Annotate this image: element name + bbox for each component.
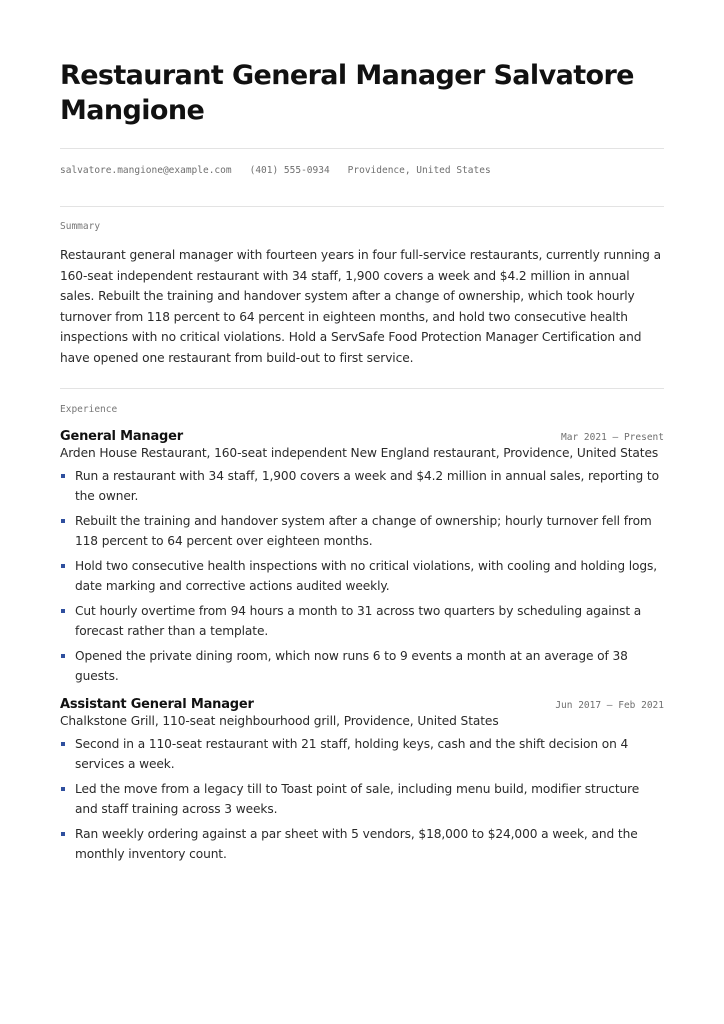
job-organization: Arden House Restaurant, 160-seat independent New England restaurant, Providence, United States	[60, 446, 659, 460]
page-title: Restaurant General Manager Salvatore Mangione	[60, 60, 634, 126]
job-bullets	[60, 466, 664, 686]
job-entry	[60, 697, 664, 864]
bullet-text: Cut hourly overtime from 94 hours a month to 31 across two quarters by scheduling against a forecast rather than a template.	[75, 604, 642, 638]
job-organization: Chalkstone Grill, 110-seat neighbourhood grill, Providence, United States	[60, 714, 499, 728]
job-dates: Mar 2021 – Present	[561, 432, 664, 443]
job-title: General Manager	[60, 429, 183, 444]
contact-phone[interactable]: (401) 555-0934	[249, 165, 330, 176]
bullet-icon	[61, 519, 65, 523]
bullet-text: Hold two consecutive health inspections with no critical violations, with cooling and holding logs, date marking and corrective actions audited weekly.	[75, 559, 658, 593]
experience-section	[60, 404, 664, 864]
bullet-icon	[61, 742, 65, 746]
bullet-icon	[61, 787, 65, 791]
summary-heading: Summary	[60, 221, 101, 232]
list-item	[60, 779, 664, 819]
header-divider	[60, 148, 664, 149]
bullet-icon	[61, 609, 65, 613]
bullet-icon	[61, 564, 65, 568]
contact-divider	[60, 206, 664, 207]
job-header	[60, 697, 664, 712]
list-item	[60, 511, 664, 551]
job-header	[60, 429, 664, 444]
job-dates: Jun 2017 – Feb 2021	[555, 700, 664, 711]
bullet-text: Run a restaurant with 34 staff, 1,900 covers a week and $4.2 million in annual sales, reporting to the owner.	[75, 469, 659, 503]
bullet-text: Opened the private dining room, which now runs 6 to 9 events a month at an average of 38 guests.	[75, 649, 628, 683]
list-item	[60, 734, 664, 774]
list-item	[60, 824, 664, 864]
bullet-text: Rebuilt the training and handover system after a change of ownership; hourly turnover fell from 118 percent to 64 percent over eighteen months.	[75, 514, 652, 548]
job-bullets	[60, 734, 664, 864]
summary-divider	[60, 388, 664, 389]
contact-email[interactable]: salvatore.mangione@example.com	[60, 165, 232, 176]
list-item	[60, 556, 664, 596]
experience-heading: Experience	[60, 404, 118, 415]
bullet-text: Ran weekly ordering against a par sheet with 5 vendors, $18,000 to $24,000 a week, and the monthly inventory count.	[75, 827, 638, 861]
job-entry	[60, 429, 664, 686]
summary-section	[60, 221, 664, 368]
job-title: Assistant General Manager	[60, 697, 254, 712]
list-item	[60, 466, 664, 506]
summary-text: Restaurant general manager with fourteen years in four full-service restaurants, currently running a 160-seat independent restaurant with 34 staff, 1,900 covers a week and $4.2 million in annual sales. Rebuilt the training and handover system after a change of ownership, which took hourly turnover from 118 percent to 64 percent in eighteen months, and hold two consecutive health inspections with no critical violations. Hold a ServSafe Food Protection Manager Certification and have opened one restaurant from build-out to first service.	[60, 248, 661, 365]
bullet-icon	[61, 474, 65, 478]
bullet-icon	[61, 654, 65, 658]
bullet-text: Led the move from a legacy till to Toast point of sale, including menu build, modifier structure and staff training across 3 weeks.	[75, 782, 640, 816]
list-item	[60, 646, 664, 686]
bullet-icon	[61, 832, 65, 836]
contact-location: Providence, United States	[347, 165, 491, 176]
list-item	[60, 601, 664, 641]
contact-line	[60, 165, 664, 176]
bullet-text: Second in a 110-seat restaurant with 21 staff, holding keys, cash and the shift decision on 4 services a week.	[75, 737, 629, 771]
